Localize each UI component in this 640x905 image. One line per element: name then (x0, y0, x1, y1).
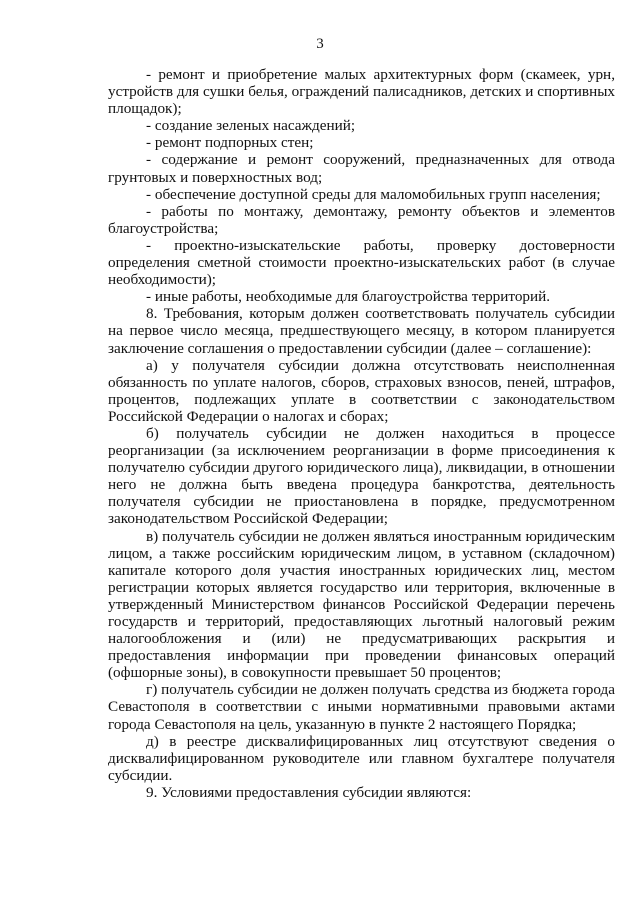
clause-8-requirements: 8. Требования, которым должен соответствовать получатель субсидии на первое число месяца, предшествующего месяцу, в котором планируется заключение соглашения о предоставлении субсидии (далее – соглашение): (108, 305, 615, 357)
list-item-retaining-walls: - ремонт подпорных стен; (146, 134, 314, 152)
clause-8b: б) получатель субсидии не должен находиться в процессе реорганизации (за исключением реорганизации в форме присоединения к получателю субсидии другого юридического лица), ликвидации, в отношении него не должна быть введена процедура банкротства, деятельность получателя субсидии не приостановлена в порядке, предусмотренном законодательством Российской Федерации; (108, 424, 615, 528)
clause-8v: в) получатель субсидии не должен являться иностранным юридическим лицом, а также российским юридическим лицом, в уставном (складочном) капитале которого доля участия иностранных юридических лиц, местом регистрации которых является государство или территория, включенные в утвержденный Министерством финансов Российской Федерации перечень государств и территорий, предоставляющих льготный налоговый режим налогообложения и (или) не предусматривающих раскрытия и предоставления информации при проведении финансовых операций (офшорные зоны), в совокупности превышает 50 процентов; (108, 527, 615, 682)
list-item-drainage: - содержание и ремонт сооружений, предназначенных для отвода грунтовых и поверхностных вод; (108, 151, 615, 186)
clause-8d: д) в реестре дисквалифицированных лиц отсутствуют сведения о дисквалифицированном руководителе или главном бухгалтере получателя субсидии. (108, 732, 615, 784)
list-item-design-survey: - проектно-изыскательские работы, проверку достоверности определения сметной стоимости проектно-изыскательских работ (в случае необходимости); (108, 236, 615, 289)
list-item-accessibility: - обеспечение доступной среды для маломобильных групп населения; (146, 185, 601, 203)
clause-8g: г) получатель субсидии не должен получать средства из бюджета города Севастополя в соответствии с иными нормативными правовыми актами города Севастополя на цель, указанную в пункте 2 настоящего Порядка; (108, 681, 615, 733)
clause-9-conditions: 9. Условиями предоставления субсидии являются: (146, 783, 472, 801)
list-item-small-forms: - ремонт и приобретение малых архитектурных форм (скамеек, урн, устройств для сушки белья, ограждений палисадников, детских и спортивных площадок); (108, 66, 615, 118)
list-item-green-planting: - создание зеленых насаждений; (146, 117, 356, 135)
list-item-other-works: - иные работы, необходимые для благоустройства территорий. (146, 288, 551, 306)
document-body (108, 66, 615, 801)
page-number: 3 (316, 36, 324, 52)
clause-8a: а) у получателя субсидии должна отсутствовать неисполненная обязанность по уплате налогов, сборов, страховых взносов, пеней, штрафов, процентов, подлежащих уплате в соответствии с законодательством Российской Федерации о налогах и сборах; (108, 356, 615, 425)
list-item-installation: - работы по монтажу, демонтажу, ремонту объектов и элементов благоустройства; (108, 202, 615, 237)
